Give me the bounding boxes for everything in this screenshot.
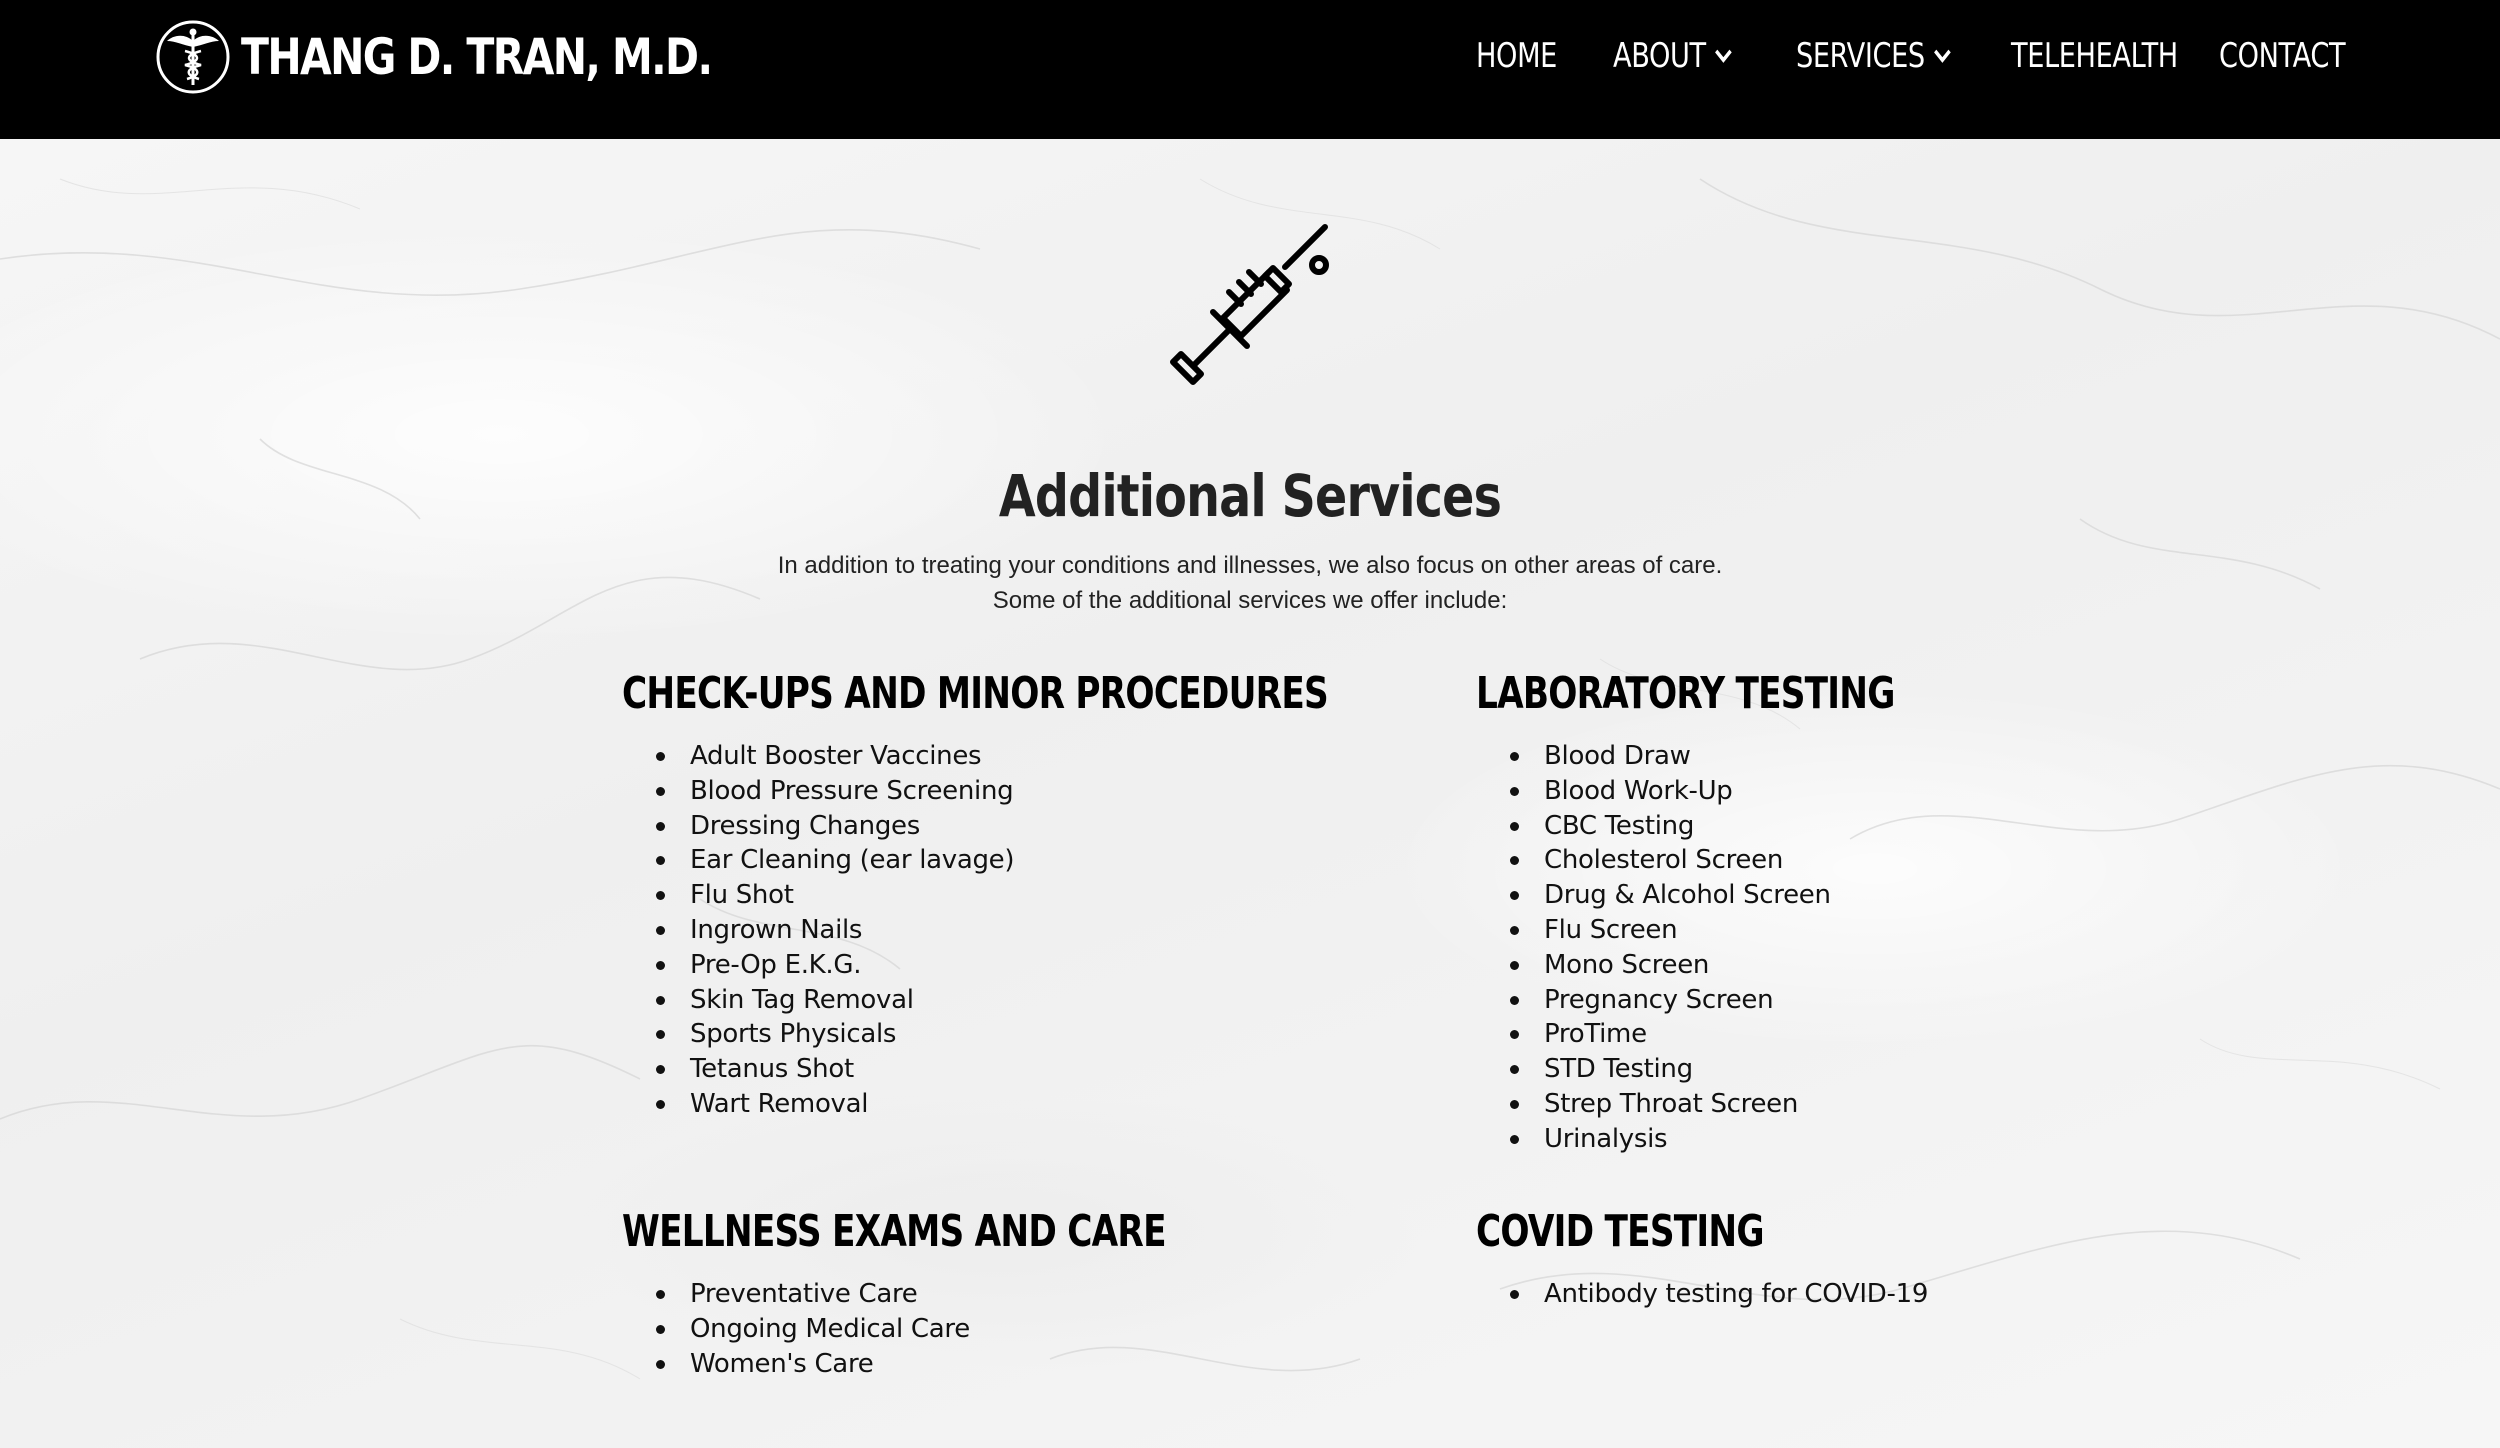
list-item: Strep Throat Screen (1544, 1087, 2013, 1122)
list-item: Dressing Changes (690, 809, 1527, 844)
nav-home[interactable] (1476, 30, 1557, 82)
list-item: Urinalysis (1544, 1122, 2013, 1157)
list-item: Mono Screen (1544, 948, 2013, 983)
list-item: Skin Tag Removal (690, 983, 1527, 1018)
service-list (622, 1277, 1319, 1381)
list-item: Drug & Alcohol Screen (1544, 878, 2013, 913)
main-nav (0, 30, 2500, 82)
site-header (0, 0, 2500, 139)
section-wellness (622, 1206, 1319, 1381)
list-item: Blood Pressure Screening (690, 774, 1527, 809)
nav-about[interactable] (1613, 30, 1733, 82)
list-item: Flu Screen (1544, 913, 2013, 948)
nav-about-label: ABOUT (1613, 36, 1706, 76)
intro-line-2: Some of the additional services we offer include: (992, 587, 1508, 614)
syringe-icon (1165, 222, 1335, 388)
intro-line-1: In addition to treating your conditions and illnesses, we also focus on other areas of care. (777, 552, 1723, 579)
list-item: STD Testing (1544, 1052, 2013, 1087)
nav-contact[interactable] (2219, 30, 2345, 82)
list-item: Ongoing Medical Care (690, 1312, 1319, 1347)
chevron-down-icon (1714, 48, 1733, 64)
list-item: Preventative Care (690, 1277, 1319, 1312)
list-item: Adult Booster Vaccines (690, 739, 1527, 774)
list-item: Blood Work-Up (1544, 774, 2013, 809)
list-item: Flu Shot (690, 878, 1527, 913)
list-item: Ingrown Nails (690, 913, 1527, 948)
list-item: Women's Care (690, 1347, 1319, 1382)
service-list (1476, 1277, 1928, 1312)
list-item: Pregnancy Screen (1544, 983, 2013, 1018)
chevron-down-icon (1933, 48, 1952, 64)
page-title: Additional Services (998, 462, 1502, 530)
list-item: Wart Removal (690, 1087, 1527, 1122)
nav-services[interactable] (1796, 30, 1952, 82)
section-checkups (622, 668, 1527, 1122)
list-item: Cholesterol Screen (1544, 843, 2013, 878)
service-list (1476, 739, 2013, 1157)
nav-services-label: SERVICES (1796, 36, 1925, 76)
list-item: Pre-Op E.K.G. (690, 948, 1527, 983)
brand-name: THANG D. TRAN, M.D. (241, 28, 712, 86)
nav-contact-label: CONTACT (2219, 36, 2346, 76)
list-item: Tetanus Shot (690, 1052, 1527, 1087)
section-covid (1476, 1206, 1928, 1312)
section-heading: COVID TESTING (1476, 1206, 1764, 1257)
service-list (622, 739, 1527, 1122)
section-heading: LABORATORY TESTING (1476, 668, 1895, 719)
section-laboratory (1476, 668, 2013, 1157)
list-item: Sports Physicals (690, 1017, 1527, 1052)
section-heading: WELLNESS EXAMS AND CARE (622, 1206, 1166, 1257)
nav-home-label: HOME (1476, 36, 1557, 76)
intro-text (0, 548, 2500, 618)
nav-telehealth[interactable] (2011, 30, 2178, 82)
nav-telehealth-label: TELEHEALTH (2011, 36, 2178, 76)
section-heading: CHECK-UPS AND MINOR PROCEDURES (622, 668, 1328, 719)
list-item: Blood Draw (1544, 739, 2013, 774)
list-item: Ear Cleaning (ear lavage) (690, 843, 1527, 878)
list-item: Antibody testing for COVID-19 (1544, 1277, 1928, 1312)
list-item: CBC Testing (1544, 809, 2013, 844)
list-item: ProTime (1544, 1017, 2013, 1052)
